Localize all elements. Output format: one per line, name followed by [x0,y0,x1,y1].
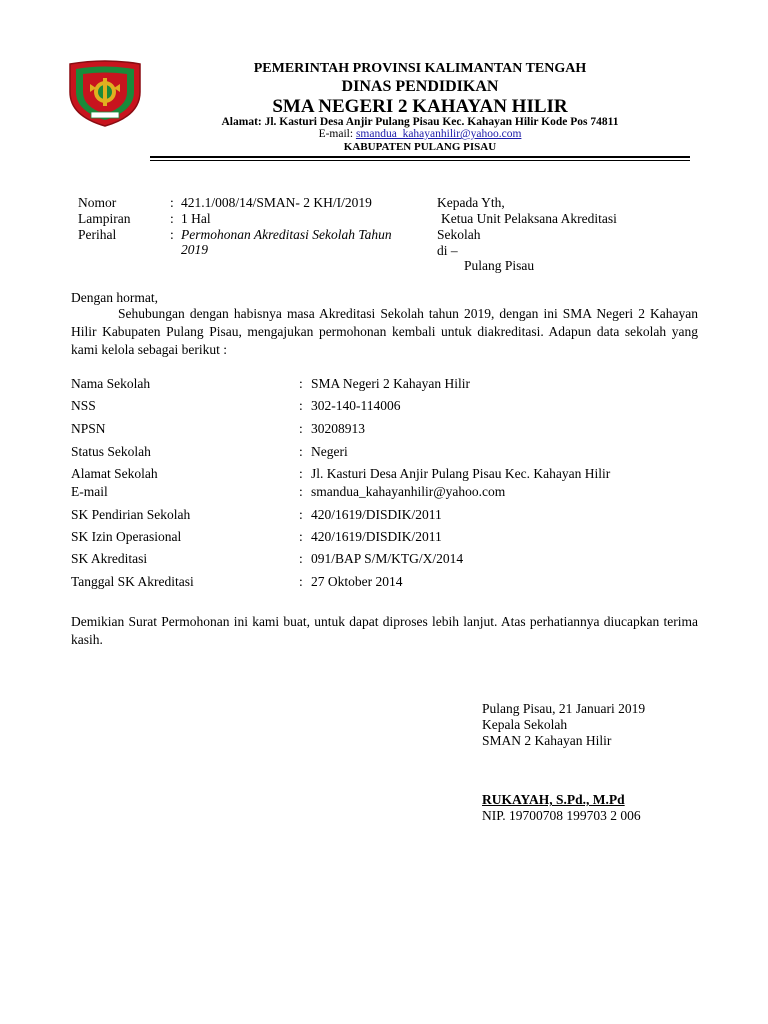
signature-position: Kepala Sekolah [482,717,568,732]
recipient-di: di – [437,243,458,258]
row-label-sk-akreditasi: SK Akreditasi [71,551,148,566]
recipient-title: Ketua Unit Pelaksana Akreditasi [441,211,617,226]
row-colon: : [299,507,303,522]
row-value-alamat-sekolah: Jl. Kasturi Desa Anjir Pulang Pisau Kec. Kahayan Hilir [311,466,611,481]
row-colon: : [299,421,303,436]
row-value-sk-akreditasi: 091/BAP S/M/KTG/X/2014 [311,551,464,566]
header-email-link[interactable]: smandua_kahayanhilir@yahoo.com [355,128,522,140]
recipient-city: Pulang Pisau [464,258,535,273]
header-address: Alamat: Jl. Kasturi Desa Anjir Pulang Pisau Kec. Kahayan Hilir Kode Pos 74811 [221,116,619,128]
row-value-nama-sekolah: SMA Negeri 2 Kahayan Hilir [311,376,470,391]
row-value-status-sekolah: Negeri [311,444,348,459]
recipient-title-cont: Sekolah [437,227,481,242]
recipient-greeting: Kepada Yth, [437,195,505,210]
row-colon: : [299,398,303,413]
row-colon: : [299,376,303,391]
header-regency: KABUPATEN PULANG PISAU [343,141,497,153]
row-colon: : [299,551,303,566]
row-colon: : [299,444,303,459]
row-label-tanggal-sk: Tanggal SK Akreditasi [71,574,194,589]
perihal-value-line1: Permohonan Akreditasi Sekolah Tahun [181,227,392,242]
provincial-coat-of-arms-logo [64,58,146,128]
closing-paragraph: Demikian Surat Permohonan ini kami buat, untuk dapat diproses lebih lanjut. Atas perhatiannya diucapkan terima kasih. [71,614,698,647]
row-label-sk-izin: SK Izin Operasional [71,529,182,544]
row-label-sk-pendirian: SK Pendirian Sekolah [71,507,191,522]
row-value-nss: 302-140-114006 [311,398,401,413]
nomor-value: 421.1/008/14/SMAN- 2 KH/I/2019 [181,195,372,210]
row-colon: : [299,484,303,499]
salutation: Dengan hormat, [71,290,158,305]
row-colon: : [299,466,303,481]
perihal-value-line2: 2019 [181,242,208,257]
row-value-npsn: 30208913 [311,421,365,436]
header-government-line: PEMERINTAH PROVINSI KALIMANTAN TENGAH [253,61,587,76]
signatory-nip: NIP. 19700708 199703 2 006 [482,808,641,823]
header-divider-thin [150,160,690,161]
header-email-line [150,128,690,140]
header-divider-thick [150,156,690,158]
row-label-nama-sekolah: Nama Sekolah [71,376,151,391]
row-label-npsn: NPSN [71,421,106,436]
row-label-email: E-mail [71,484,108,499]
perihal-label: Perihal [78,227,117,242]
nomor-label: Nomor [78,195,117,210]
perihal-colon: : [170,227,174,242]
row-value-sk-pendirian: 420/1619/DISDIK/2011 [311,507,442,522]
lampiran-colon: : [170,211,174,226]
row-colon: : [299,574,303,589]
header-school-name: SMA NEGERI 2 KAHAYAN HILIR [272,96,568,117]
signature-place-date: Pulang Pisau, 21 Januari 2019 [482,701,646,716]
intro-paragraph: Sehubungan dengan habisnya masa Akreditasi Sekolah tahun 2019, dengan ini SMA Negeri 2 Kahayan Hilir Kabupaten Pulang Pisau, mengajukan permohonan kembali untuk diakreditasi. Adapun data sekolah yang kami kelola sebagai berikut : [71,306,698,357]
lampiran-value: 1 Hal [181,211,211,226]
nomor-colon: : [170,195,174,210]
signature-school: SMAN 2 Kahayan Hilir [482,733,612,748]
signatory-name: RUKAYAH, S.Pd., M.Pd [482,792,625,807]
row-value-sk-izin: 420/1619/DISDIK/2011 [311,529,442,544]
lampiran-label: Lampiran [78,211,131,226]
row-label-status-sekolah: Status Sekolah [71,444,151,459]
header-department-line: DINAS PENDIDIKAN [341,78,499,95]
row-label-nss: NSS [71,398,96,413]
header-email-label: E-mail: [318,128,356,140]
row-colon: : [299,529,303,544]
row-value-email: smandua_kahayanhilir@yahoo.com [311,484,506,499]
row-label-alamat-sekolah: Alamat Sekolah [71,466,158,481]
row-value-tanggal-sk: 27 Oktober 2014 [311,574,403,589]
